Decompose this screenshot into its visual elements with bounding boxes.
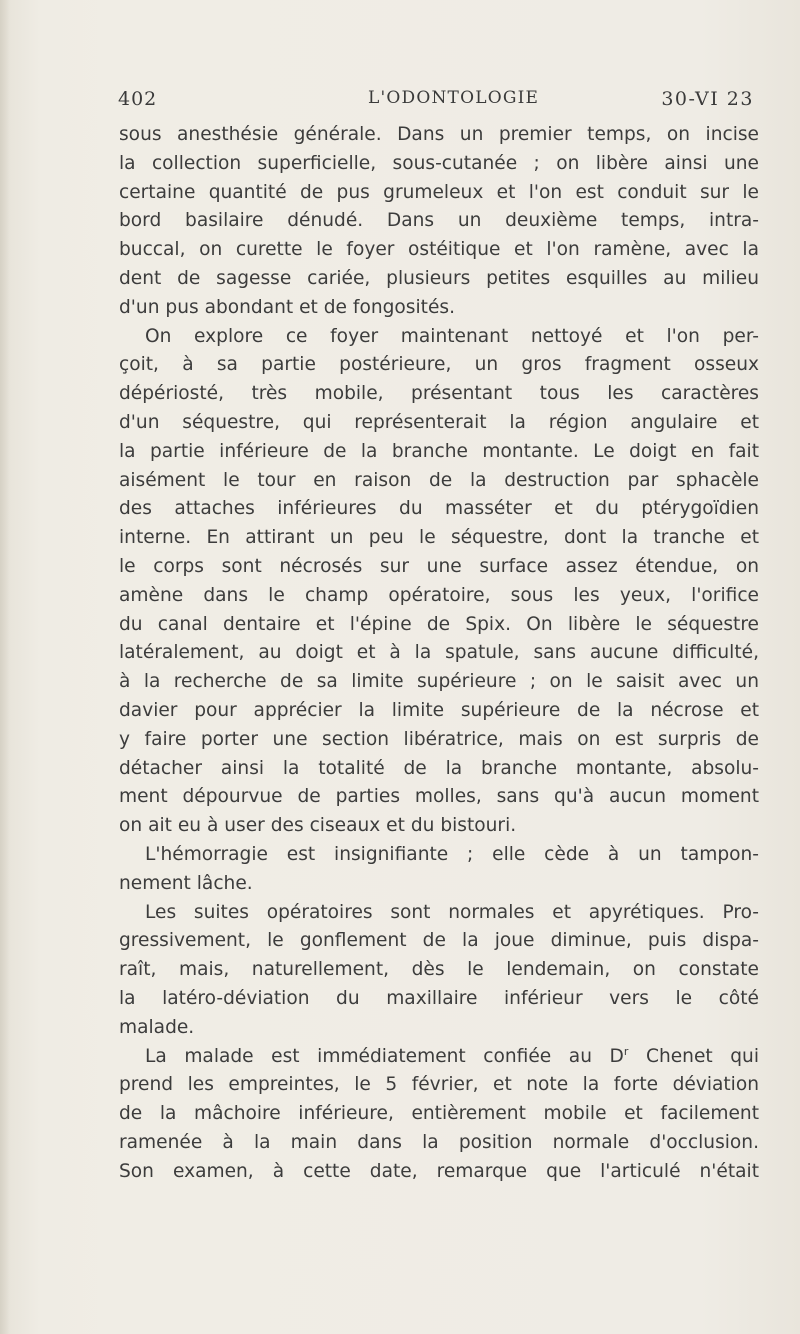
text-line: raît, mais, naturellement, dès le lendemain, on constate <box>119 959 759 981</box>
text-line: bord basilaire dénudé. Dans un deuxième temps, intra- <box>119 210 759 232</box>
superscript-r: r <box>623 1044 629 1058</box>
text-line: ment dépourvue de parties molles, sans qu'à aucun moment <box>119 786 759 808</box>
running-header <box>118 88 758 116</box>
text-line: de la mâchoire inférieure, entièrement mobile et facilement <box>119 1103 759 1125</box>
text-line: latéralement, au doigt et à la spatule, sans aucune difficulté, <box>119 642 759 664</box>
text-line: le corps sont nécrosés sur une surface assez étendue, on <box>119 555 759 577</box>
text-line: dépériosté, très mobile, présentant tous les caractères <box>119 383 759 405</box>
paragraph-start-line: Les suites opératoires sont normales et apyrétiques. Pro- <box>145 901 759 923</box>
text-line: ramenée à la main dans la position normale d'occlusion. <box>119 1131 759 1153</box>
paragraph-start-line <box>119 1043 759 1072</box>
issue-date: 30-VI 23 <box>661 88 754 110</box>
article-body <box>119 121 759 1186</box>
page-binding-shadow <box>0 0 10 1334</box>
text-line: à la recherche de sa limite supérieure ; on le saisit avec un <box>119 671 759 693</box>
text-line: gressivement, le gonflement de la joue diminue, puis dispa- <box>119 930 759 952</box>
text-line: la partie inférieure de la branche montante. Le doigt en fait <box>119 440 759 462</box>
text-line: certaine quantité de pus grumeleux et l'on est conduit sur le <box>119 181 759 203</box>
text-line: malade. <box>119 1016 195 1038</box>
text-line: buccal, on curette le foyer ostéitique et l'on ramène, avec la <box>119 239 759 261</box>
paragraph-start-line: L'hémorragie est insignifiante ; elle cède à un tampon- <box>145 843 759 865</box>
text-line: aisément le tour en raison de la destruction par sphacèle <box>119 469 759 491</box>
text-line: du canal dentaire et l'épine de Spix. On libère le séquestre <box>119 613 759 635</box>
text-line: y faire porter une section libératrice, mais on est surpris de <box>119 728 759 750</box>
text-line: d'un séquestre, qui représenterait la région angulaire et <box>119 411 759 433</box>
text-line: on ait eu à user des ciseaux et du bistouri. <box>119 815 517 837</box>
text-line: interne. En attirant un peu le séquestre, dont la tranche et <box>119 527 759 549</box>
page-number: 402 <box>118 88 158 110</box>
text-line: Son examen, à cette date, remarque que l'articulé n'était <box>119 1160 759 1182</box>
text-line: la collection superficielle, sous-cutanée ; on libère ainsi une <box>119 152 759 174</box>
text-line: la latéro-déviation du maxillaire inférieur vers le côté <box>119 987 759 1009</box>
paragraph-start-line: On explore ce foyer maintenant nettoyé et l'on per- <box>145 325 759 347</box>
text-line: çoit, à sa partie postérieure, un gros fragment osseux <box>119 354 759 376</box>
journal-title: L'ODONTOLOGIE <box>368 88 540 108</box>
text-line: davier pour apprécier la limite supérieure de la nécrose et <box>119 699 759 721</box>
text-segment: La malade est immédiatement confiée au D <box>145 1045 624 1067</box>
text-line: d'un pus abondant et de fongosités. <box>119 296 455 318</box>
text-line: détacher ainsi la totalité de la branche montante, absolu- <box>119 757 759 779</box>
text-line: nement lâche. <box>119 872 253 894</box>
text-line: des attaches inférieures du masséter et du ptérygoïdien <box>119 498 759 520</box>
text-line: amène dans le champ opératoire, sous les yeux, l'orifice <box>119 584 759 606</box>
text-segment: Chenet qui <box>628 1045 760 1067</box>
text-line: dent de sagesse cariée, plusieurs petites esquilles au milieu <box>119 267 759 289</box>
text-line: prend les empreintes, le 5 février, et note la forte déviation <box>119 1074 759 1096</box>
text-line: sous anesthésie générale. Dans un premier temps, on incise <box>119 124 759 145</box>
